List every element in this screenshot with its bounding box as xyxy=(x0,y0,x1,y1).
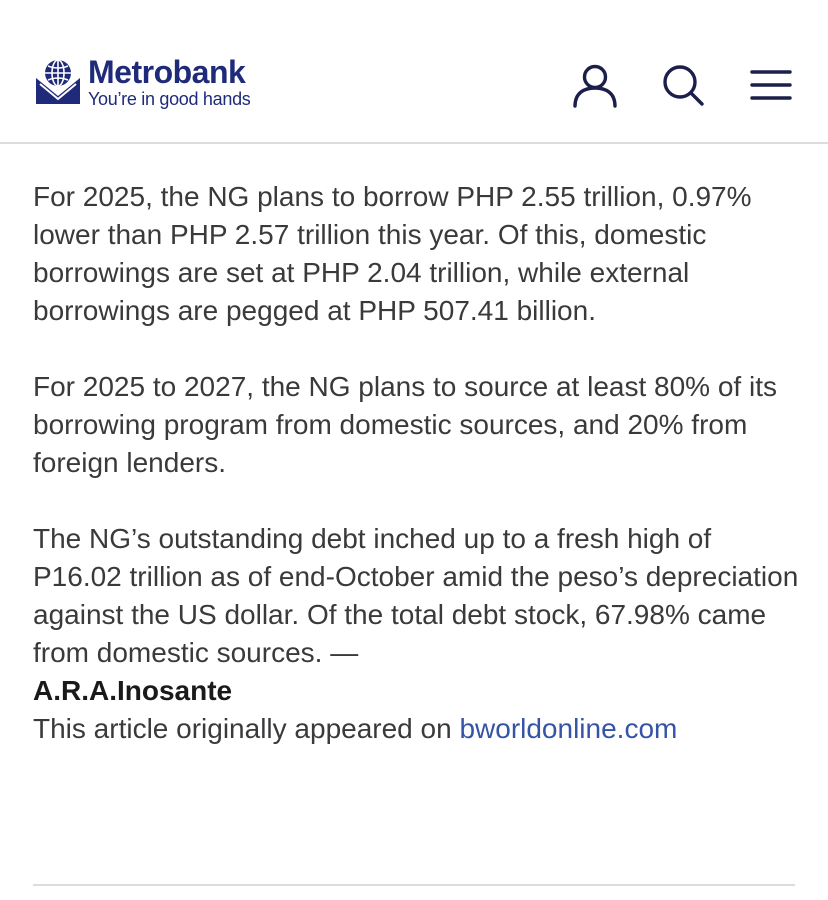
source-attribution xyxy=(33,710,799,748)
menu-button[interactable] xyxy=(748,62,794,108)
search-icon xyxy=(660,62,706,108)
source-link[interactable]: bworldonline.com xyxy=(459,713,678,744)
paragraph-outstanding-debt xyxy=(33,520,799,710)
header-nav xyxy=(530,62,794,108)
article-divider xyxy=(33,884,795,886)
brand-tagline: You’re in good hands xyxy=(88,89,251,109)
account-button[interactable] xyxy=(572,62,618,108)
menu-icon xyxy=(750,68,792,102)
brand-name: Metrobank xyxy=(88,54,246,90)
account-icon xyxy=(572,62,618,108)
paragraph-sourcing: For 2025 to 2027, the NG plans to source at least 80% of its borrowing program from domestic sources, and 20% from foreign lenders. xyxy=(33,371,777,478)
paragraph-outstanding-debt-text: The NG’s outstanding debt inched up to a fresh high of P16.02 trillion as of end-October amid the peso’s depreciation against the US dollar. Of the total debt stock, 67.98% came from domestic sources. — xyxy=(33,523,799,668)
metrobank-logo[interactable] xyxy=(34,56,250,108)
site-header xyxy=(0,0,828,144)
paragraph-borrowing-plan: For 2025, the NG plans to borrow PHP 2.55 trillion, 0.97% lower than PHP 2.57 trillion this year. Of this, domestic borrowings are set at PHP 2.04 trillion, while external borrowings are pegged at PHP 507.41 billion. xyxy=(33,181,752,326)
author-byline: A.R.A.Inosante xyxy=(33,675,233,706)
metrobank-logo-icon xyxy=(34,56,82,108)
article-body xyxy=(33,178,799,786)
source-prefix: This article originally appeared on xyxy=(33,713,460,744)
search-button[interactable] xyxy=(660,62,706,108)
